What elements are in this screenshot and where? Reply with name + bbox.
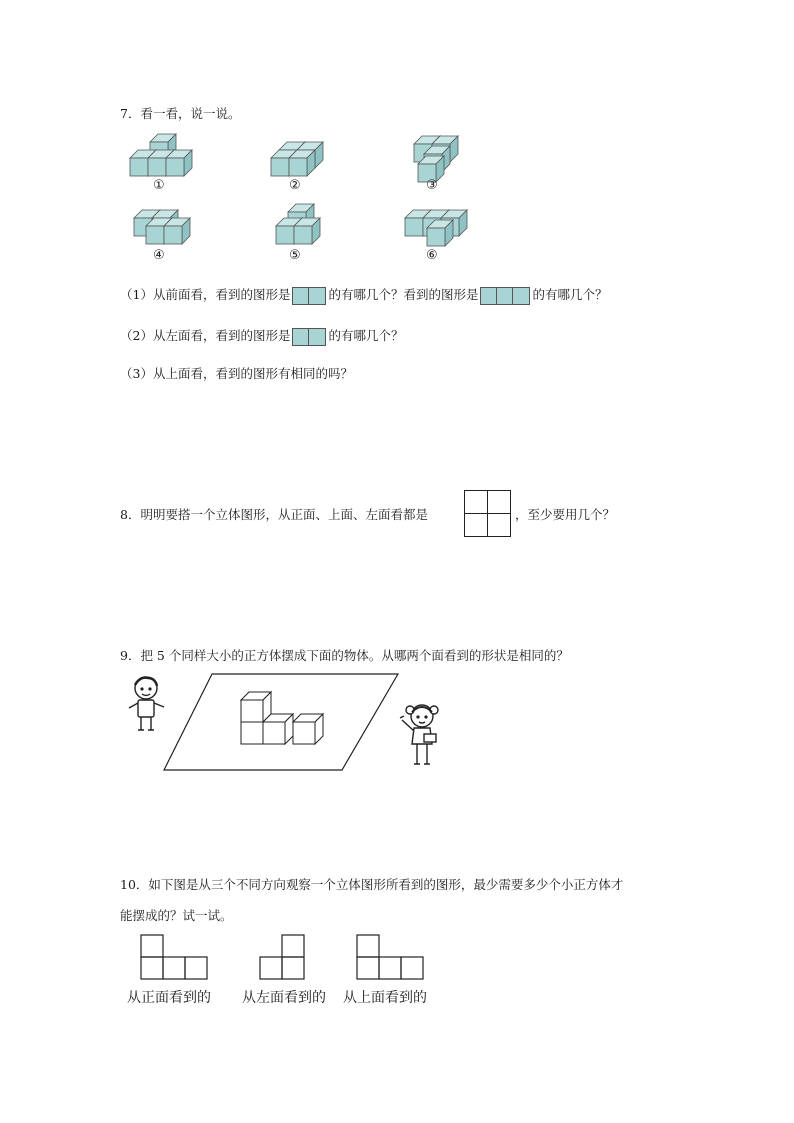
- q7-sub1-a: （1）从前面看，看到的图形是: [120, 287, 291, 302]
- q9-text: 9．把 5 个同样大小的正方体摆成下面的物体。从哪两个面看到的形状是相同的？: [120, 648, 569, 663]
- figure-1: [130, 134, 192, 176]
- figure-label-2: ②: [289, 178, 301, 193]
- figure-6: [405, 210, 467, 246]
- two-square-shape-left: [292, 328, 326, 346]
- boy-icon: [129, 677, 164, 730]
- cube-stack: [241, 692, 323, 744]
- grid-2x2-shape: [464, 490, 512, 538]
- q7-sub2: [120, 326, 403, 346]
- q9-scene: [0, 660, 794, 780]
- label-top-view: 从上面看到的: [343, 990, 427, 1006]
- top-view-shape: [357, 935, 423, 979]
- q7-sub2-b: 的有哪几个？: [328, 328, 404, 343]
- figure-2: [271, 142, 323, 176]
- girl-icon: [400, 705, 438, 764]
- figure-label-5: ⑤: [289, 248, 301, 263]
- cube-figures: [0, 0, 794, 300]
- q7-sub1-c: 的有哪几个？: [532, 287, 608, 302]
- q10-views: [0, 930, 794, 990]
- two-square-shape: [292, 287, 326, 305]
- q7-sub1: [120, 285, 608, 305]
- figure-label-4: ④: [153, 248, 165, 263]
- q10-line2: 能摆成的？试一试。: [120, 908, 233, 923]
- q7-sub1-b: 的有哪几个？看到的图形是: [328, 287, 479, 302]
- figure-5: [276, 204, 320, 244]
- three-square-shape: [480, 287, 530, 305]
- figure-4: [134, 210, 190, 244]
- q7-title: 7．看一看，说一说。: [120, 106, 241, 121]
- label-front-view: 从正面看到的: [127, 990, 211, 1006]
- q10-line1: 10．如下图是从三个不同方向观察一个立体图形所看到的图形，最少需要多少个小正方体才: [120, 877, 624, 892]
- figure-3: [414, 136, 458, 182]
- q7-sub3: （3）从上面看，看到的图形有相同的吗？: [120, 366, 353, 381]
- label-left-view: 从左面看到的: [242, 990, 326, 1006]
- q7-sub2-a: （2）从左面看，看到的图形是: [120, 328, 291, 343]
- figure-label-3: ③: [426, 178, 438, 193]
- figure-label-1: ①: [153, 178, 165, 193]
- figure-label-6: ⑥: [426, 248, 438, 263]
- front-view-shape: [141, 935, 207, 979]
- q8-text-b: ，至少要用几个？: [515, 507, 616, 522]
- left-view-shape: [260, 935, 304, 979]
- q8-text-a: 8．明明要搭一个立体图形，从正面、上面、左面看都是: [120, 507, 428, 522]
